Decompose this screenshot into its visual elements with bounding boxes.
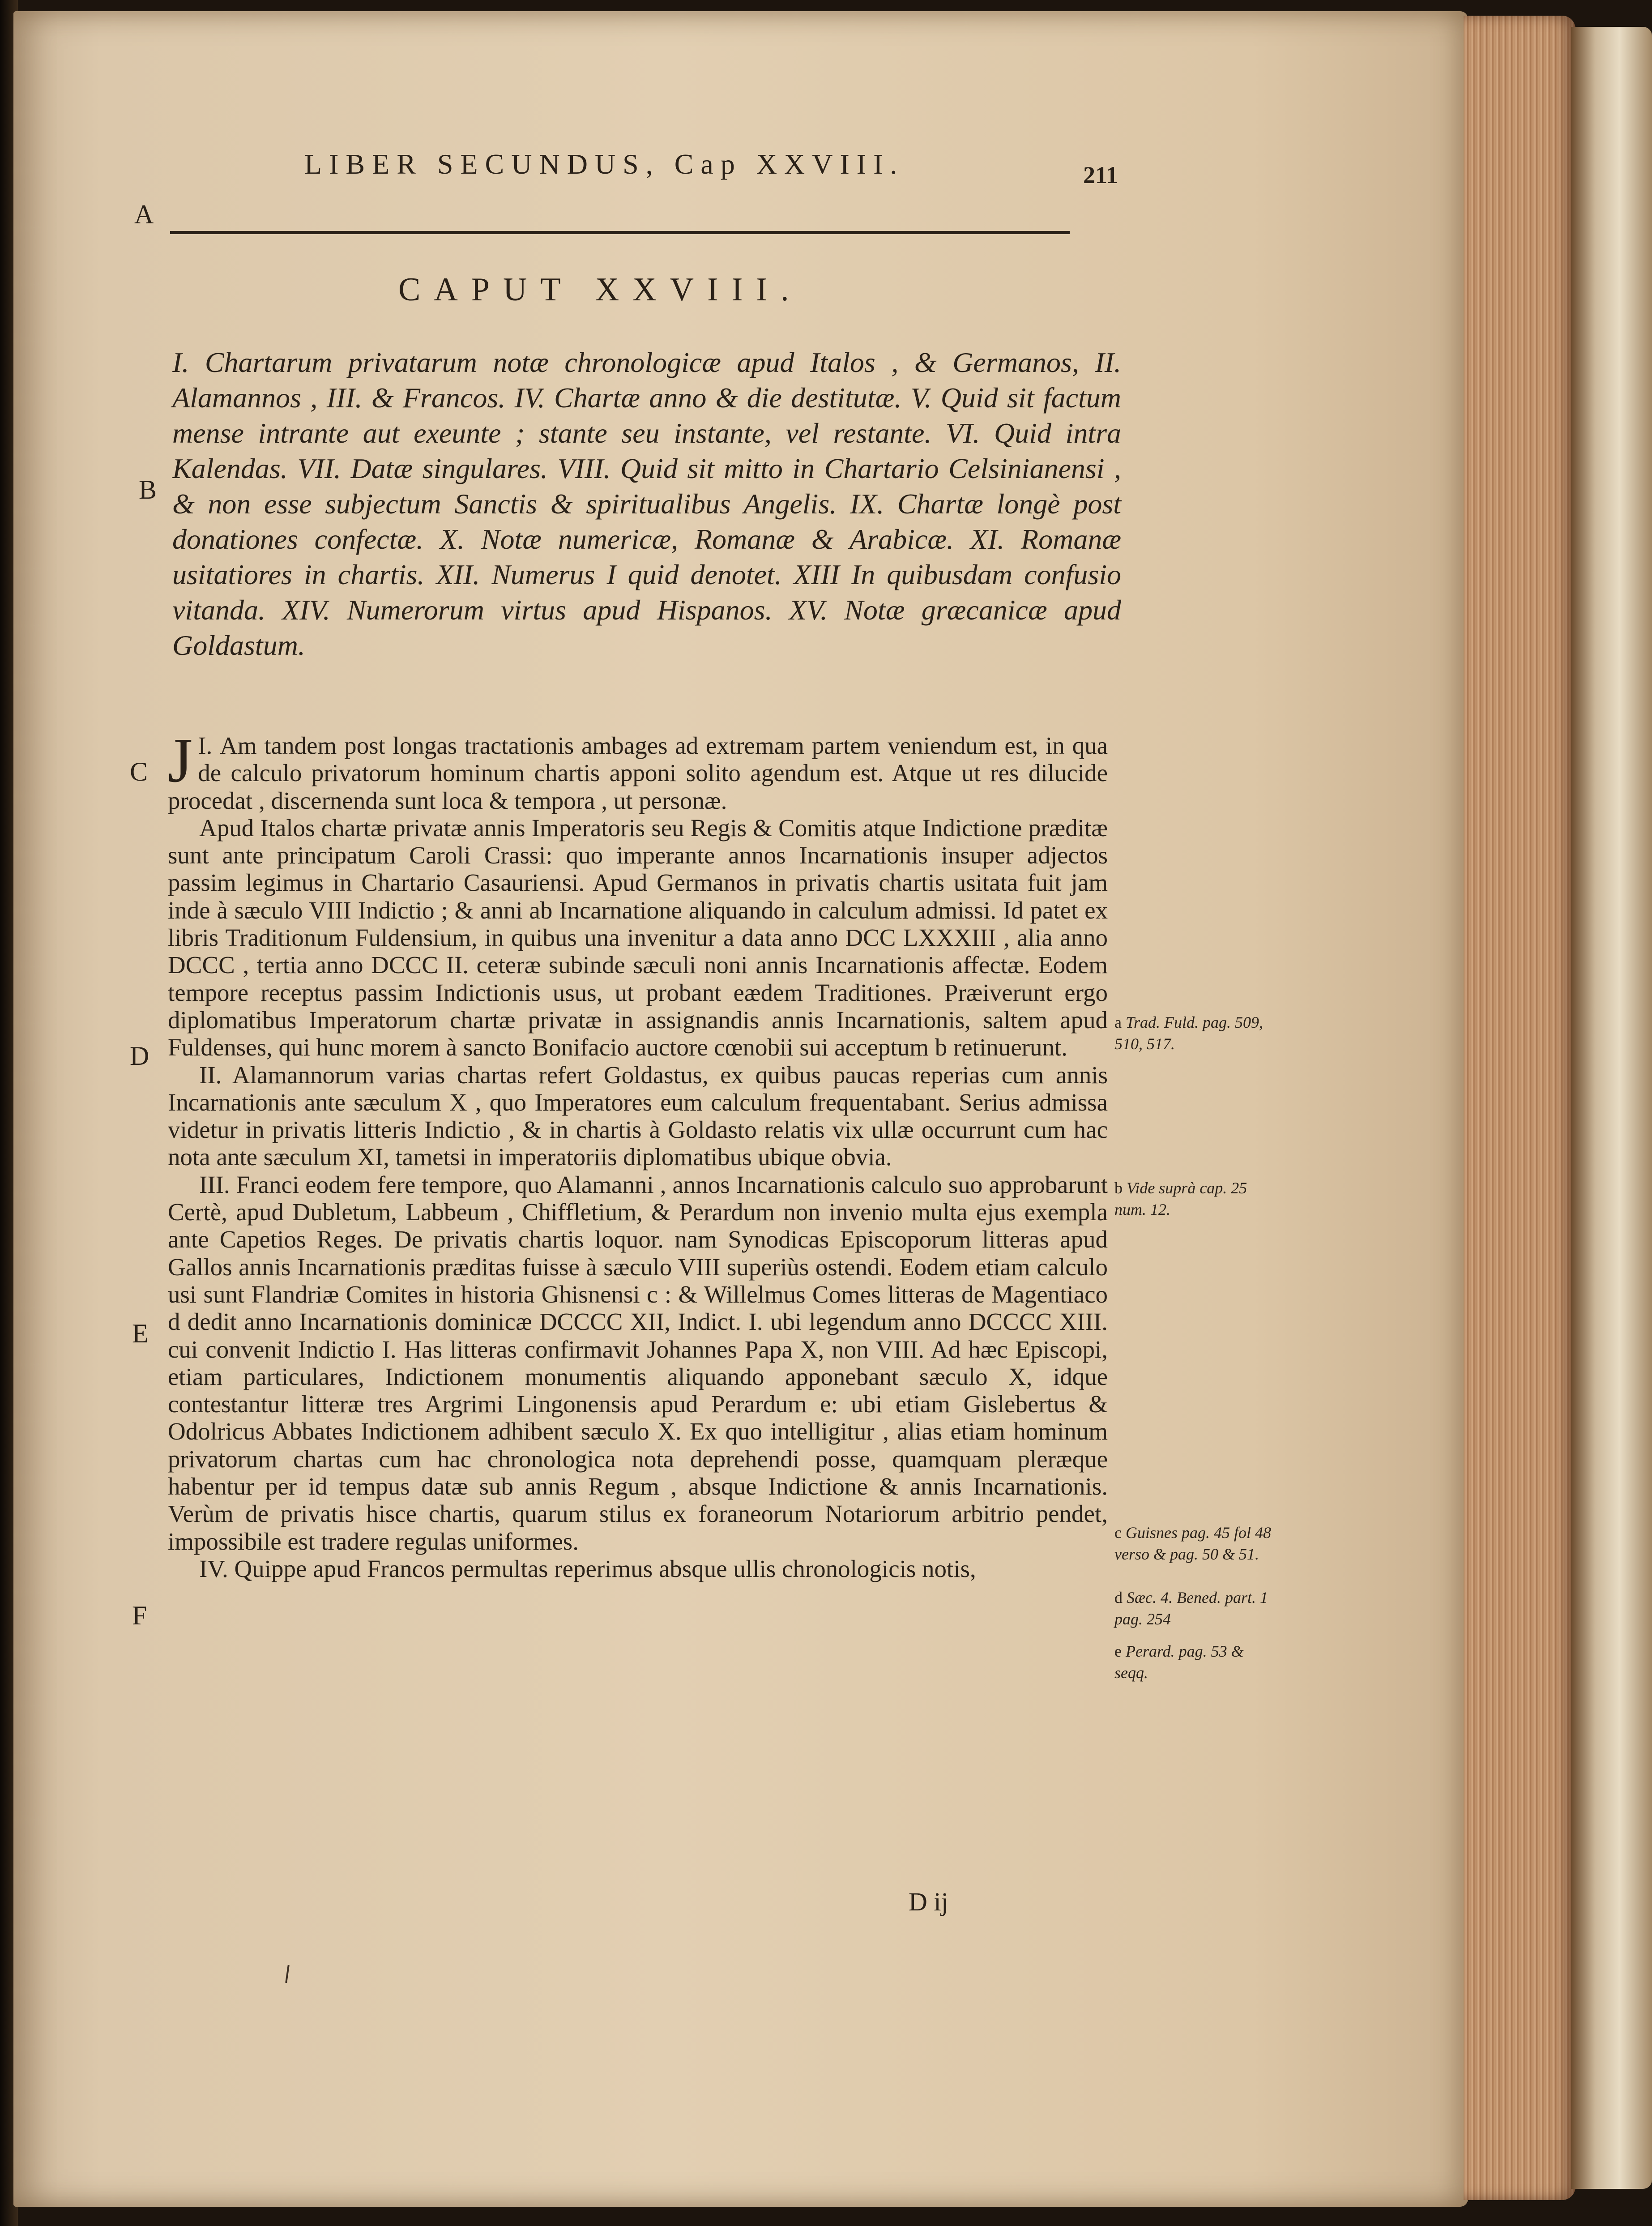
- margin-letter-e: E: [132, 1319, 149, 1348]
- note-key: e: [1114, 1642, 1122, 1660]
- note-key: c: [1114, 1524, 1122, 1542]
- paragraph-1: [168, 725, 1108, 814]
- marginal-note-d: [1114, 1587, 1276, 1630]
- paragraph-4: III. Franci eodem fere tempore, quo Alamanni , annos Incarnationis calculo suo approbarunt Certè, apud Dubletum, Labbeum , Chiffletium, & Perardum non invenio multa ejus exempla ante Capetios Reges. De privatis chartis loquor. nam Synodicas Episcoporum litteras apud Gallos annis Incarnationis præditas fuisse à sæculo VIII superiùs ostendi. Eodem etiam calculo usi sunt Flandriæ Comites in historia Ghisnensi c : & Willelmus Comes litteras de Magentiaco d dedit anno Incarnationis dominicæ DCCCC XII, Indict. I. ubi legendum anno DCCCC XIII. cui convenit Indictio I. Has litteras confirmavit Johannes Papa X, non VIII. Ad hæc Episcopi, etiam particulares, Indictionem monumentis aliquando apponebant sæculo X, idque contestantur litteræ tres Argrimi Lingonensis apud Perardum e: ubi etiam Gislebertus & Odolricus Abbates Indictionem adhibent sæculo X. Ex quo intelligitur , alias etiam hominum privatorum chartas cum hac chronologica nota deprehendi posse, quamquam pleræque habentur per id tempus datæ sub annis Regum , absque Indictione & annis Incarnationis. Verùm de privatis hisce chartis, quarum stilus ex foraneorum Notariorum arbitrio pendet, impossibile est tradere regulas uniformes.: [168, 1171, 1108, 1555]
- paragraph-2: Apud Italos chartæ privatæ annis Imperatoris seu Regis & Comitis atque Indictione præditæ sunt ante principatum Caroli Crassi: quo imperante annos Incarnationis insuper adjectos passim legimus in Chartario Casauriensi. Apud Germanos in privatis chartis usitata fuit jam inde à sæculo VIII Indictio ; & anni ab Incarnatione aliquando in calculum admissi. Id patet ex libris Traditionum Fuldensium, in quibus una invenitur a data anno DCC LXXXIII , alia anno DCCC , tertia anno DCCC II. ceteræ subinde sæculi noni annis Incarnationis affectæ. Eodem tempore receptus passim Indictionis usus, ut probant eædem Traditiones. Præiverunt ergo diplomatibus Imperatorum chartæ privatæ in assignandis annis Incarnationis, saltem apud Fuldenses, qui hunc morem à sancto Bonifacio auctore cœnobii sui acceptum b retinuerunt.: [168, 814, 1108, 1061]
- note-text: Trad. Fuld. pag. 509, 510, 517.: [1114, 1013, 1264, 1053]
- note-text: Vide suprà cap. 25 num. 12.: [1114, 1179, 1247, 1218]
- page-number: 211: [1083, 162, 1118, 188]
- note-text: Perard. pag. 53 & seqq.: [1114, 1642, 1244, 1682]
- main-text: [168, 725, 1108, 1582]
- note-key: d: [1114, 1589, 1123, 1606]
- signature-mark: D ij: [909, 1887, 948, 1916]
- paragraph-5: IV. Quippe apud Francos permultas reperimus absque ullis chronologicis notis,: [199, 1555, 976, 1582]
- page-edges: [1464, 16, 1575, 2200]
- marginal-note-b: [1114, 1177, 1276, 1220]
- margin-letter-b: B: [139, 475, 157, 504]
- paragraph-number: I.: [198, 732, 213, 759]
- paragraph-text: Am tandem post longas tractationis ambages ad extremam partem veniendum est, in qua de calculo privatorum hominum chartis apponi solito agendum est. Atque ut res dilucide procedat , discernenda sunt loca & tempora , ut personæ.: [168, 732, 1108, 814]
- header-rule: [170, 231, 1070, 234]
- margin-letter-d: D: [130, 1041, 149, 1071]
- note-text: Guisnes pag. 45 fol 48 verso & pag. 50 & 51.: [1114, 1524, 1271, 1563]
- note-text: Sæc. 4. Bened. part. 1 pag. 254: [1114, 1589, 1268, 1628]
- chapter-title: CAPUT XXVIII.: [398, 271, 803, 308]
- note-key: a: [1114, 1013, 1122, 1031]
- paragraph-3: II. Alamannorum varias chartas refert Goldastus, ex quibus paucas reperias cum annis Incarnationis ante sæculum X , quo Imperatores eum calculum frequentabant. Serius admissa videtur in privatis litteris Indictio , & in chartis à Goldasto relatis vix ullæ occurrunt cum hac nota ante sæculum XI, tametsi in imperatoriis diplomatibus ubique obvia.: [168, 1061, 1108, 1171]
- drop-cap: J: [168, 725, 193, 795]
- marginal-note-c: [1114, 1522, 1276, 1565]
- marginal-note-e: [1114, 1641, 1276, 1683]
- running-head: LIBER SECUNDUS, Cap XXVIII.: [304, 148, 905, 180]
- book-binding: [1571, 27, 1652, 2189]
- marginal-note-a: [1114, 1012, 1276, 1055]
- note-key: b: [1114, 1179, 1123, 1197]
- margin-letter-c: C: [130, 757, 148, 786]
- margin-letter-a: A: [134, 200, 154, 229]
- chapter-summary: I. Chartarum privatarum notæ chronologicæ apud Italos , & Germanos, II. Alamannos , III. & Francos. IV. Chartæ anno & die destitutæ. V. Quid sit factum mense intrante aut exeunte ; stante seu instante, vel restante. VI. Quid intra Kalendas. VII. Datæ singulares. VIII. Quid sit mitto in Chartario Celsinianensi , & non esse subjectum Sanctis & spiritualibus Angelis. IX. Chartæ longè post donationes confectæ. X. Notæ numericæ, Romanæ & Arabicæ. XI. Romanæ usitatiores in chartis. XII. Numerus I quid denotet. XIII In quibusdam confusio vitanda. XIV. Numerorum virtus apud Hispanos. XV. Notæ græcanicæ apud Goldastum.: [172, 346, 1121, 661]
- margin-letter-f: F: [132, 1601, 147, 1630]
